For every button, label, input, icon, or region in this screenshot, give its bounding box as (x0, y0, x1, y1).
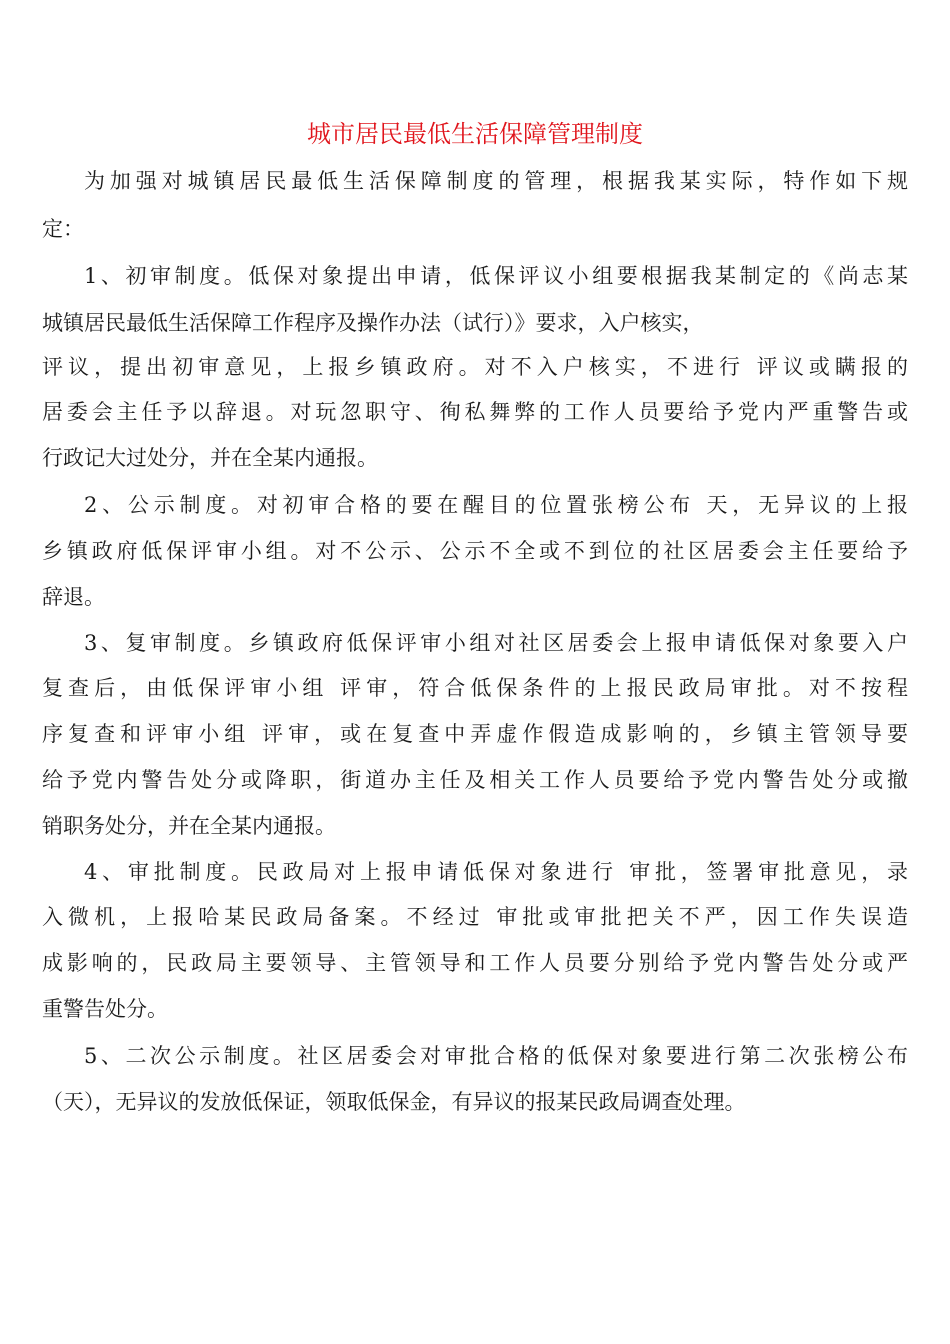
paragraph-line: 成影响的，民政局主要领导、主管领导和工作人员要分别给予党内警告处分或严 (42, 951, 908, 975)
paragraph-line: 4、审批制度。民政局对上报申请低保对象进行 审批，签署审批意见，录 (84, 860, 908, 884)
paragraph-line: 城镇居民最低生活保障工作程序及操作办法（试行）》要求，入户核实， (42, 311, 704, 335)
document-page (42, 0, 908, 1344)
paragraph-line: 入微机，上报哈某民政局备案。不经过 审批或审批把关不严，因工作失误造 (42, 905, 908, 929)
paragraph-line: 重警告处分。 (42, 997, 168, 1021)
paragraph-line: 给予党内警告处分或降职，街道办主任及相关工作人员要给予党内警告处分或撤 (42, 768, 908, 792)
paragraph-line: 居委会主任予以辞退。对玩忽职守、徇私舞弊的工作人员要给予党内严重警告或 (42, 400, 908, 424)
paragraph-line: 评议，提出初审意见，上报乡镇政府。对不入户核实，不进行 评议或瞒报的 (42, 355, 908, 379)
paragraph-line: 定： (42, 217, 84, 241)
paragraph-line: 3、复审制度。乡镇政府低保评审小组对社区居委会上报申请低保对象要入户 (84, 631, 908, 655)
paragraph-line: 1、初审制度。低保对象提出申请，低保评议小组要根据我某制定的《尚志某 (84, 264, 908, 288)
paragraph-line: 2、公示制度。对初审合格的要在醒目的位置张榜公布 天，无异议的上报 (84, 493, 908, 517)
paragraph-line: （天），无异议的发放低保证，领取低保金，有异议的报某民政局调查处理。 (42, 1090, 746, 1114)
paragraph-line: 复查后，由低保评审小组 评审，符合低保条件的上报民政局审批。对不按程 (42, 676, 908, 700)
paragraph-line: 销职务处分，并在全某内通报。 (42, 814, 336, 838)
document-title: 城市居民最低生活保障管理制度 (307, 120, 643, 148)
paragraph-line: 序复查和评审小组 评审，或在复查中弄虚作假造成影响的，乡镇主管领导要 (42, 722, 908, 746)
paragraph-line: 辞退。 (42, 585, 105, 609)
paragraph-line: 行政记大过处分，并在全某内通报。 (42, 446, 378, 470)
paragraph-line: 为加强对城镇居民最低生活保障制度的管理，根据我某实际，特作如下规 (84, 169, 908, 193)
paragraph-line: 乡镇政府低保评审小组。对不公示、公示不全或不到位的社区居委会主任要给予 (42, 539, 908, 563)
paragraph-line: 5、二次公示制度。社区居委会对审批合格的低保对象要进行第二次张榜公布 (84, 1044, 908, 1068)
